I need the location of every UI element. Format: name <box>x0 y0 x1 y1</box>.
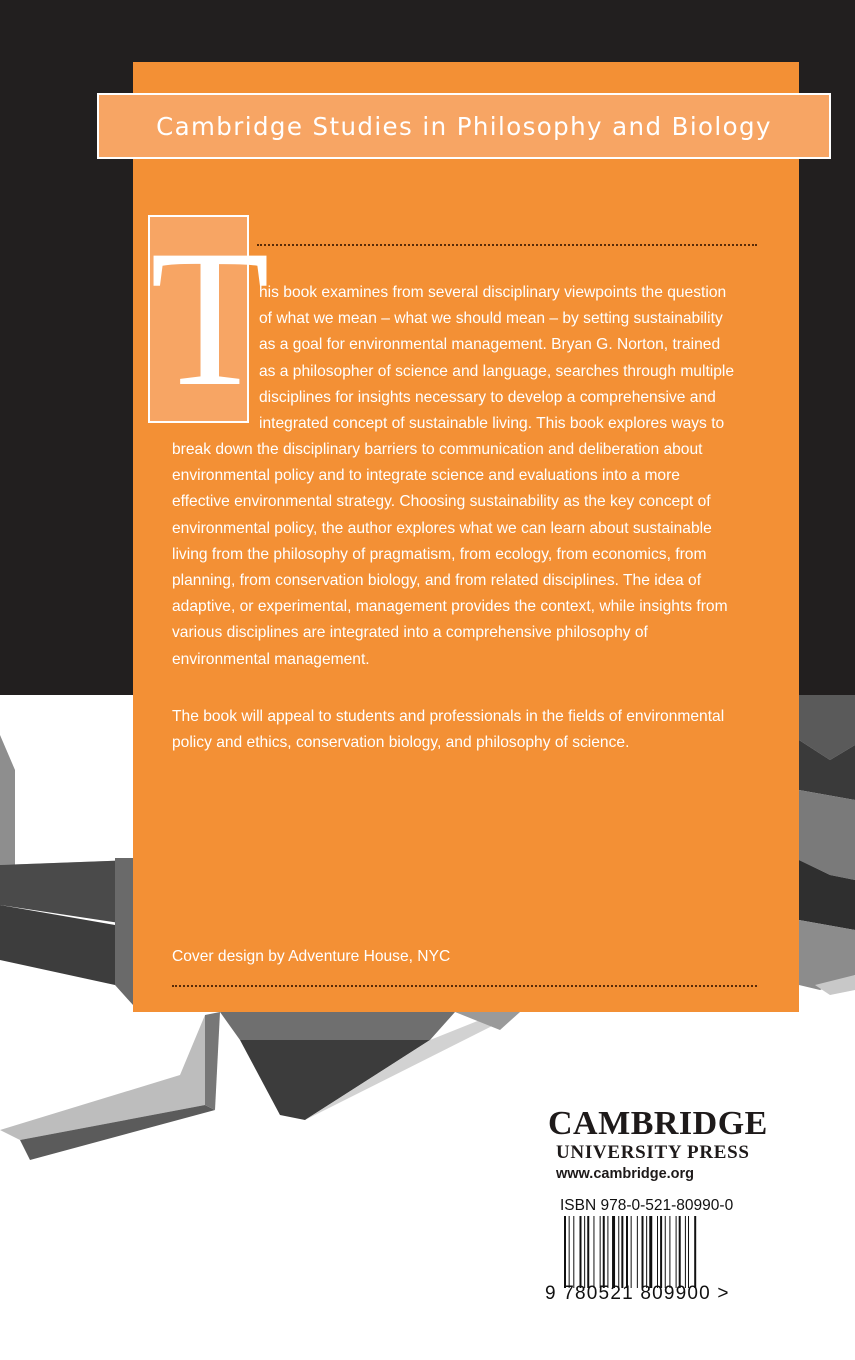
barcode-bar <box>593 1216 594 1288</box>
barcode-bar <box>587 1216 589 1288</box>
barcode-bar <box>600 1216 601 1288</box>
barcode-bar <box>657 1216 658 1288</box>
publisher-name: CAMBRIDGE <box>548 1105 768 1142</box>
isbn-label: ISBN 978-0-521-80990-0 <box>560 1197 734 1214</box>
barcode-bar <box>618 1216 619 1288</box>
blurb-line: policy and ethics, conservation biology, and philosophy of science. <box>172 734 630 752</box>
drop-cap <box>148 210 270 427</box>
barcode-bar <box>665 1216 666 1288</box>
barcode-bar <box>660 1216 662 1288</box>
blurb-line: of what we mean – what we should mean – by setting sustainability <box>259 310 723 328</box>
blurb-line: break down the disciplinary barriers to communication and deliberation about <box>172 441 703 458</box>
cover-design-credit: Cover design by Adventure House, NYC <box>172 948 451 965</box>
barcode-bar <box>637 1216 638 1288</box>
barcode-bar <box>631 1216 632 1288</box>
publisher-subtitle: UNIVERSITY PRESS <box>556 1142 750 1163</box>
blurb-paragraph-2 <box>172 704 782 756</box>
blurb-line: The book will appeal to students and professionals in the fields of environmental <box>172 708 725 725</box>
blurb-line: as a goal for environmental management. Bryan G. Norton, trained <box>259 336 721 354</box>
barcode-bar <box>685 1216 686 1288</box>
blurb-line: effective environmental strategy. Choosing sustainability as the key concept of <box>172 493 711 511</box>
blurb-line: living from the philosophy of pragmatism, from ecology, from economics, from <box>172 545 707 563</box>
barcode-bar <box>607 1216 608 1288</box>
blurb-line: environmental policy and to integrate science and evaluations into a more <box>172 467 680 485</box>
barcode-bar <box>676 1216 677 1288</box>
blurb-line: integrated concept of sustainable living. This book explores ways to <box>259 415 725 433</box>
drop-cap-letter: T <box>150 210 270 427</box>
barcode <box>563 1216 758 1288</box>
blurb-line: environmental management. <box>172 650 370 668</box>
blurb-line: environmental policy, the author explores what we can learn about sustainable <box>172 519 712 537</box>
blurb-paragraph-1 <box>172 437 782 673</box>
dotted-divider-top <box>257 244 757 246</box>
blurb-line: disciplines for insights necessary to develop a comprehensive and <box>259 388 716 406</box>
blurb-line: as a philosopher of science and language, searches through multiple <box>259 362 735 380</box>
barcode-bar <box>694 1216 696 1288</box>
blurb-paragraph-1-top <box>259 280 779 437</box>
blurb-line: various disciplines are integrated into a comprehensive philosophy of <box>172 624 648 642</box>
barcode-bar <box>642 1216 644 1288</box>
dotted-divider-bottom <box>172 985 757 987</box>
barcode-bar <box>688 1216 689 1288</box>
barcode-bar <box>564 1216 566 1288</box>
barcode-bar <box>569 1216 570 1288</box>
blurb-line: adaptive, or experimental, management provides the context, while insights from <box>172 598 728 616</box>
barcode-bar <box>679 1216 681 1288</box>
barcode-bar <box>626 1216 628 1288</box>
barcode-bar <box>669 1216 670 1288</box>
blurb-line: his book examines from several disciplinary viewpoints the question <box>259 284 727 301</box>
barcode-bar <box>612 1216 615 1288</box>
publisher-url: www.cambridge.org <box>556 1166 695 1182</box>
barcode-bar <box>573 1216 574 1288</box>
publisher-logo <box>548 1106 788 1184</box>
barcode-bar <box>646 1216 647 1288</box>
series-banner <box>97 93 831 159</box>
barcode-bar <box>603 1216 605 1288</box>
series-title: Cambridge Studies in Philosophy and Biology <box>156 111 772 141</box>
barcode-bar <box>649 1216 652 1288</box>
barcode-bar <box>621 1216 623 1288</box>
blurb-line: planning, from conservation biology, and from related disciplines. The idea of <box>172 572 702 590</box>
barcode-bar <box>584 1216 585 1288</box>
barcode-digits: 9 780521 809900 > <box>545 1283 730 1304</box>
barcode-bar <box>580 1216 582 1288</box>
